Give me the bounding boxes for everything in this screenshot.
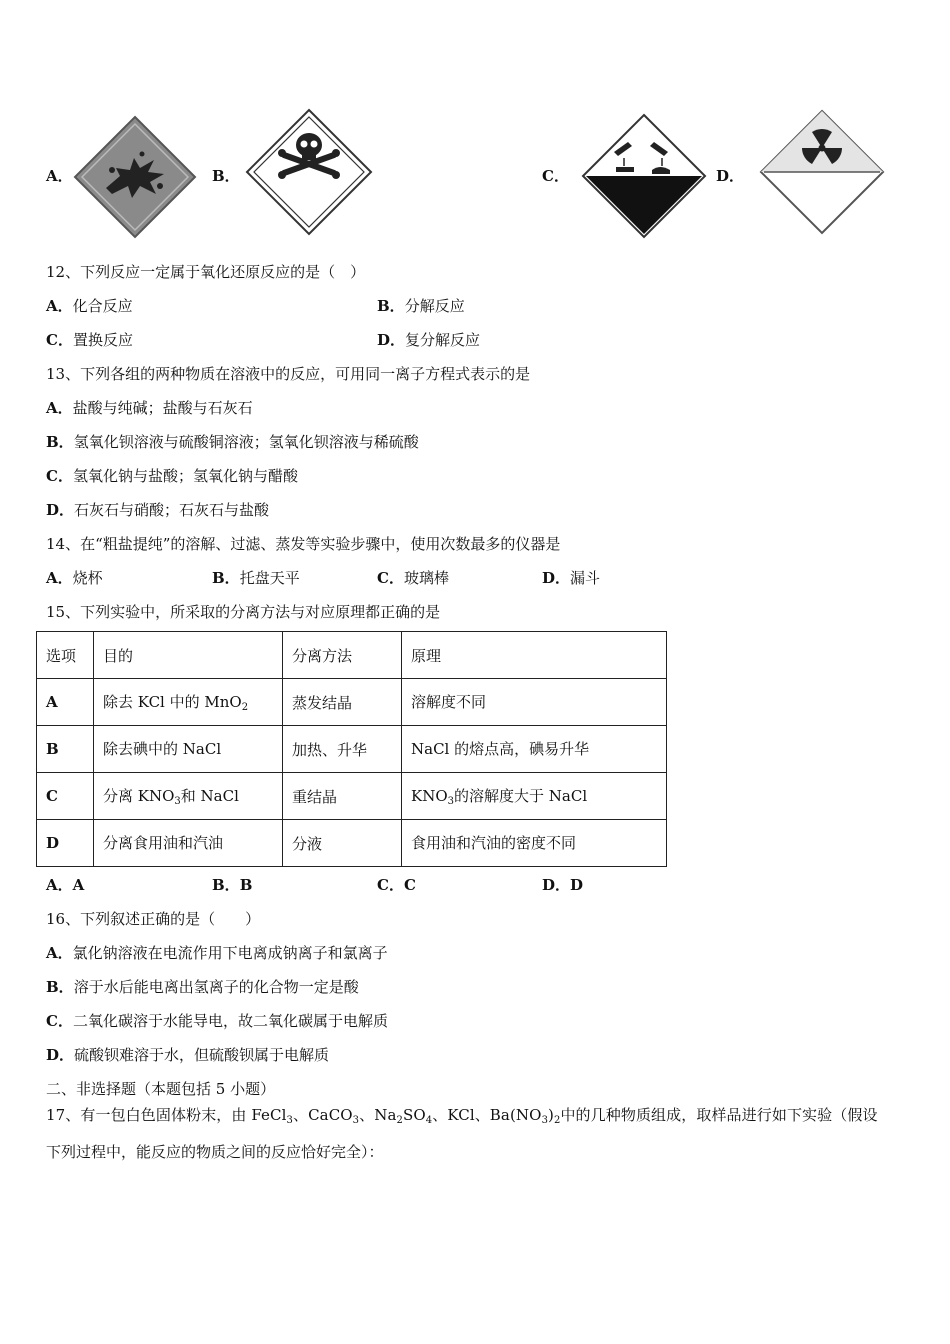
q16-option-c: C．二氧化碳溶于水能导电，故二氧化碳属于电解质: [46, 1012, 388, 1030]
q15-option-d: D．D: [542, 876, 584, 894]
q14-option-a: A．烧杯: [46, 569, 103, 587]
q16-option-b: B．溶于水后能电离出氢离子的化合物一定是酸: [46, 978, 359, 996]
table-row: [37, 726, 667, 773]
q12-option-d: D．复分解反应: [377, 331, 481, 349]
table-cell-option: C: [37, 773, 94, 820]
q15-table: [36, 631, 667, 867]
table-cell-method: 分液: [283, 820, 402, 867]
q13-option-d: D．石灰石与硝酸；石灰石与盐酸: [46, 501, 270, 519]
table-header-cell: 目的: [94, 632, 283, 679]
table-cell-purpose: 分离 $KNO_3$和 NaCl: [94, 773, 283, 820]
q17-stem-line2: 下列过程中，能反应的物质之间的反应恰好完全）：: [46, 1143, 384, 1161]
table-cell-purpose: 除去 KCl 中的 MnO$_2$: [94, 679, 283, 726]
q11-option-c-letter: C．: [542, 167, 569, 185]
q14-option-d: D．漏斗: [542, 569, 601, 587]
q12-option-c: C．置换反应: [46, 331, 133, 349]
explosive-hazard-icon: [72, 114, 198, 240]
table-cell-principle: $KNO_3$的溶解度大于 NaCl: [402, 773, 667, 820]
table-row: [37, 773, 667, 820]
q11-option-d-letter: D．: [716, 167, 745, 185]
q13-option-c: C．氢氧化钠与盐酸；氢氧化钠与醋酸: [46, 467, 298, 485]
q14-option-c: C．玻璃棒: [377, 569, 449, 587]
table-header-row: [37, 632, 667, 679]
table-row: [37, 820, 667, 867]
table-header-cell: 原理: [402, 632, 667, 679]
table-cell-method: 重结晶: [283, 773, 402, 820]
q13-stem: 13、下列各组的两种物质在溶液中的反应，可用同一离子方程式表示的是: [46, 365, 531, 383]
q11-option-a-letter: A．: [46, 167, 73, 185]
radioactive-hazard-icon: [758, 108, 886, 236]
q15-option-b: B．B: [212, 876, 253, 894]
q16-option-a: A．氯化钠溶液在电流作用下电离成钠离子和氯离子: [46, 944, 388, 962]
q14-stem: 14、在“粗盐提纯”的溶解、过滤、蒸发等实验步骤中，使用次数最多的仪器是: [46, 535, 561, 553]
q14-option-b: B．托盘天平: [212, 569, 300, 587]
table-cell-option: D: [37, 820, 94, 867]
table-cell-purpose: 除去碘中的 NaCl: [94, 726, 283, 773]
q17-stem-line1: 17、有一包白色固体粉末，由 FeCl$_3$、CaCO$_3$、$Na_2SO_4$、KCl、$Ba(NO_3)_2$中的几种物质组成，取样品进行如下实验（假设: [46, 1106, 878, 1126]
q12-stem: 12、下列反应一定属于氧化还原反应的是（ ）: [46, 263, 366, 281]
table-header-cell: 选项: [37, 632, 94, 679]
q13-option-a: A．盐酸与纯碱；盐酸与石灰石: [46, 399, 253, 417]
table-cell-principle: NaCl 的熔点高，碘易升华: [402, 726, 667, 773]
q16-stem: 16、下列叙述正确的是（ ）: [46, 910, 261, 928]
table-cell-method: 加热、升华: [283, 726, 402, 773]
table-row: [37, 679, 667, 726]
toxic-skull-hazard-icon: [244, 107, 374, 237]
table-cell-purpose: 分离食用油和汽油: [94, 820, 283, 867]
table-cell-principle: 溶解度不同: [402, 679, 667, 726]
q16-option-d: D．硫酸钡难溶于水，但硫酸钡属于电解质: [46, 1046, 330, 1064]
q15-option-c: C．C: [377, 876, 416, 894]
q11-option-b-letter: B．: [212, 167, 240, 185]
q13-option-b: B．氢氧化钡溶液与硫酸铜溶液；氢氧化钡溶液与稀硫酸: [46, 433, 419, 451]
q15-stem: 15、下列实验中，所采取的分离方法与对应原理都正确的是: [46, 603, 441, 621]
q12-option-b: B．分解反应: [377, 297, 465, 315]
section-heading: 二、非选择题（本题包括 5 小题）: [46, 1080, 276, 1098]
table-cell-method: 蒸发结晶: [283, 679, 402, 726]
q12-option-a: A．化合反应: [46, 297, 133, 315]
table-cell-option: A: [37, 679, 94, 726]
table-cell-option: B: [37, 726, 94, 773]
table-cell-principle: 食用油和汽油的密度不同: [402, 820, 667, 867]
q15-option-a: A．A: [46, 876, 85, 894]
table-header-cell: 分离方法: [283, 632, 402, 679]
corrosive-hazard-icon: [580, 112, 708, 240]
